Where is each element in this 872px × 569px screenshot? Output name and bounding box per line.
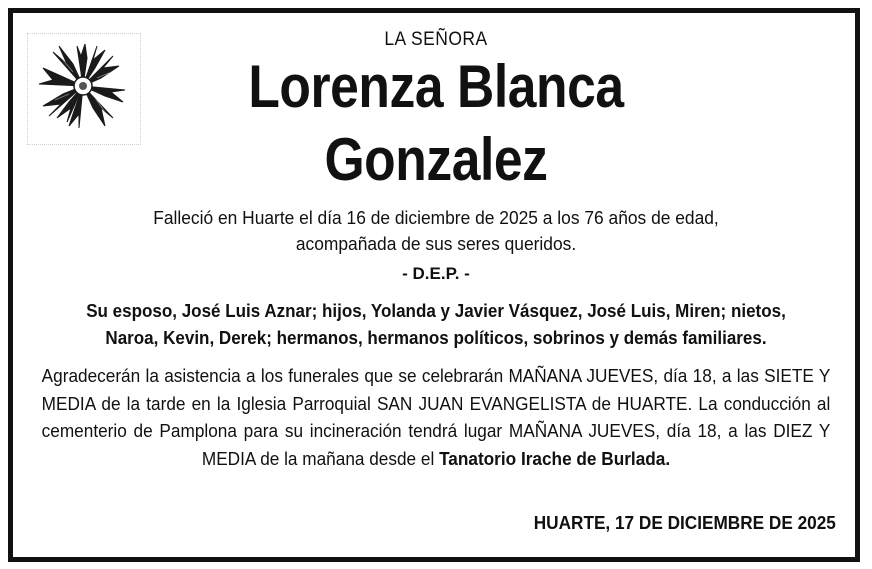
death-notice xyxy=(64,205,808,257)
death-notice-line1: Falleció en Huarte el día 16 de diciembre de 2025 a los 76 años de edad, xyxy=(153,207,719,228)
funeral-text: Agradecerán la asistencia a los funerales que se celebrarán MAÑANA JUEVES, día 18, a las SIETE Y MEDIA de la tarde en la Iglesia Parroquial SAN JUAN EVANGELISTA de HUARTE. La conducción al cementerio de Pamplona para su incineración tendrá lugar MAÑANA JUEVES, día 18, a las DIEZ Y MEDIA de la mañana desde el xyxy=(41,365,831,469)
place-date-footer: HUARTE, 17 DE DICIEMBRE DE 2025 xyxy=(533,512,836,533)
funeral-venue: Tanatorio Irache de Burlada. xyxy=(439,447,671,469)
title-prefix: LA SEÑORA xyxy=(384,29,488,50)
death-notice-line2: acompañada de sus seres queridos. xyxy=(295,233,577,254)
rip-label: - D.E.P. - xyxy=(402,264,470,283)
deceased-name-line1: Lorenza Blanca xyxy=(248,53,624,120)
funeral-details xyxy=(42,362,831,472)
family-list xyxy=(55,297,817,351)
family-list-line1: Su esposo, José Luis Aznar; hijos, Yolanda y Javier Vásquez, José Luis, Miren; nietos, xyxy=(86,300,786,321)
deceased-name-line2: Gonzalez xyxy=(324,126,548,193)
family-list-line2: Naroa, Kevin, Derek; hermanos, hermanos políticos, sobrinos y demás familiares. xyxy=(105,327,767,348)
